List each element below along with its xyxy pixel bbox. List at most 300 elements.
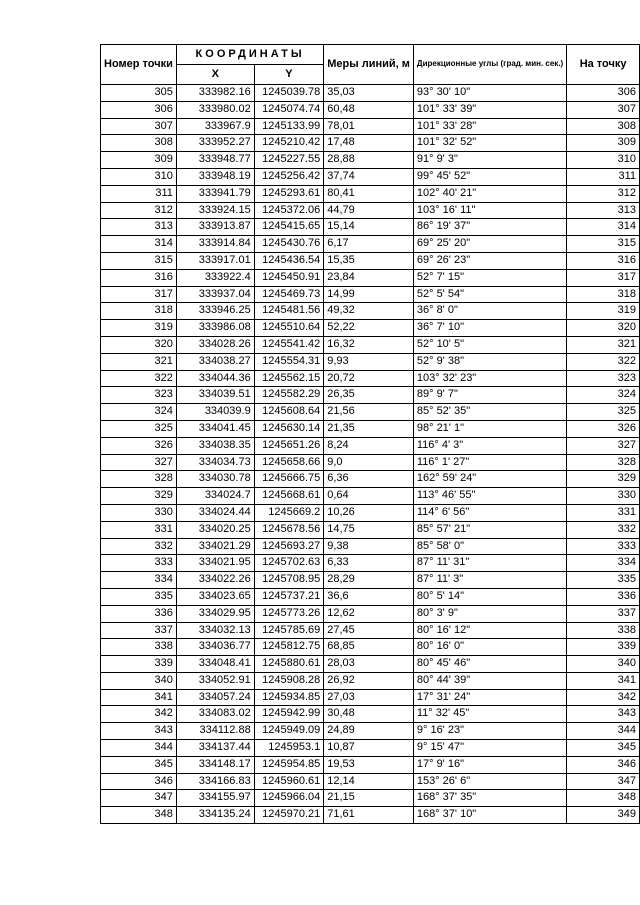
table-row bbox=[101, 353, 640, 370]
coord-y-cell: 1245949.09 bbox=[254, 723, 324, 740]
coord-x-cell: 333941.79 bbox=[176, 185, 254, 202]
coord-x-cell: 334032.13 bbox=[176, 622, 254, 639]
coord-y-cell: 1245469.73 bbox=[254, 286, 324, 303]
table-row bbox=[101, 168, 640, 185]
direction-angle-cell: 36° 8' 0" bbox=[413, 303, 566, 320]
line-length-cell: 23,84 bbox=[324, 269, 414, 286]
direction-angle-cell: 162° 59' 24" bbox=[413, 471, 566, 488]
direction-angle-cell: 80° 16' 0" bbox=[413, 639, 566, 656]
coord-x-cell: 334034.73 bbox=[176, 454, 254, 471]
table-row bbox=[101, 252, 640, 269]
line-length-cell: 6,33 bbox=[324, 555, 414, 572]
table-row bbox=[101, 723, 640, 740]
point-number-cell: 336 bbox=[101, 605, 177, 622]
line-length-cell: 17,48 bbox=[324, 135, 414, 152]
table-row bbox=[101, 404, 640, 421]
point-number-cell: 329 bbox=[101, 488, 177, 505]
direction-angle-cell: 11° 32' 45" bbox=[413, 706, 566, 723]
direction-angle-cell: 80° 45' 46" bbox=[413, 656, 566, 673]
line-length-cell: 30,48 bbox=[324, 706, 414, 723]
line-length-cell: 28,29 bbox=[324, 572, 414, 589]
table-row bbox=[101, 219, 640, 236]
table-row bbox=[101, 454, 640, 471]
to-point-cell: 320 bbox=[567, 320, 640, 337]
coord-y-cell: 1245630.14 bbox=[254, 420, 324, 437]
line-length-cell: 9,93 bbox=[324, 353, 414, 370]
to-point-cell: 332 bbox=[567, 521, 640, 538]
coord-y-cell: 1245608.64 bbox=[254, 404, 324, 421]
coord-x-cell: 334148.17 bbox=[176, 756, 254, 773]
to-point-cell: 347 bbox=[567, 773, 640, 790]
coord-y-cell: 1245953.1 bbox=[254, 740, 324, 757]
line-length-cell: 28,03 bbox=[324, 656, 414, 673]
line-length-cell: 14,99 bbox=[324, 286, 414, 303]
line-length-cell: 6,17 bbox=[324, 236, 414, 253]
coord-y-cell: 1245773.26 bbox=[254, 605, 324, 622]
coord-y-cell: 1245210.42 bbox=[254, 135, 324, 152]
to-point-cell: 335 bbox=[567, 572, 640, 589]
line-length-cell: 71,61 bbox=[324, 807, 414, 824]
coord-x-cell: 333980.02 bbox=[176, 101, 254, 118]
point-number-cell: 326 bbox=[101, 437, 177, 454]
to-point-cell: 313 bbox=[567, 202, 640, 219]
point-number-cell: 344 bbox=[101, 740, 177, 757]
header-coordinates: КООРДИНАТЫ bbox=[176, 45, 323, 65]
direction-angle-cell: 153° 26' 6" bbox=[413, 773, 566, 790]
to-point-cell: 312 bbox=[567, 185, 640, 202]
coord-x-cell: 333913.87 bbox=[176, 219, 254, 236]
point-number-cell: 331 bbox=[101, 521, 177, 538]
point-number-cell: 347 bbox=[101, 790, 177, 807]
coord-x-cell: 334036.77 bbox=[176, 639, 254, 656]
direction-angle-cell: 87° 11' 31" bbox=[413, 555, 566, 572]
coord-x-cell: 334024.7 bbox=[176, 488, 254, 505]
line-length-cell: 44,79 bbox=[324, 202, 414, 219]
coord-x-cell: 334022.26 bbox=[176, 572, 254, 589]
direction-angle-cell: 114° 6' 56" bbox=[413, 504, 566, 521]
line-length-cell: 20,72 bbox=[324, 370, 414, 387]
direction-angle-cell: 36° 7' 10" bbox=[413, 320, 566, 337]
coord-y-cell: 1245227.55 bbox=[254, 152, 324, 169]
table-row bbox=[101, 756, 640, 773]
coord-x-cell: 334041.45 bbox=[176, 420, 254, 437]
coord-y-cell: 1245651.26 bbox=[254, 437, 324, 454]
coord-x-cell: 334057.24 bbox=[176, 689, 254, 706]
line-length-cell: 8,24 bbox=[324, 437, 414, 454]
table-row bbox=[101, 689, 640, 706]
line-length-cell: 36,6 bbox=[324, 588, 414, 605]
coord-y-cell: 1245658.66 bbox=[254, 454, 324, 471]
point-number-cell: 346 bbox=[101, 773, 177, 790]
line-length-cell: 15,14 bbox=[324, 219, 414, 236]
to-point-cell: 318 bbox=[567, 286, 640, 303]
coord-y-cell: 1245942.99 bbox=[254, 706, 324, 723]
coord-y-cell: 1245934.85 bbox=[254, 689, 324, 706]
direction-angle-cell: 69° 26' 23" bbox=[413, 252, 566, 269]
coord-y-cell: 1245702.63 bbox=[254, 555, 324, 572]
direction-angle-cell: 85° 52' 35" bbox=[413, 404, 566, 421]
header-line-length: Меры линий, м bbox=[324, 45, 414, 85]
coord-y-cell: 1245039.78 bbox=[254, 85, 324, 102]
line-length-cell: 21,56 bbox=[324, 404, 414, 421]
coord-x-cell: 334021.29 bbox=[176, 538, 254, 555]
to-point-cell: 316 bbox=[567, 252, 640, 269]
coord-y-cell: 1245074.74 bbox=[254, 101, 324, 118]
table-row bbox=[101, 807, 640, 824]
coord-y-cell: 1245693.27 bbox=[254, 538, 324, 555]
coordinates-table bbox=[100, 44, 640, 824]
line-length-cell: 16,32 bbox=[324, 336, 414, 353]
direction-angle-cell: 52° 7' 15" bbox=[413, 269, 566, 286]
line-length-cell: 60,48 bbox=[324, 101, 414, 118]
point-number-cell: 328 bbox=[101, 471, 177, 488]
to-point-cell: 324 bbox=[567, 387, 640, 404]
line-length-cell: 10,26 bbox=[324, 504, 414, 521]
to-point-cell: 323 bbox=[567, 370, 640, 387]
point-number-cell: 332 bbox=[101, 538, 177, 555]
coord-y-cell: 1245372.06 bbox=[254, 202, 324, 219]
point-number-cell: 338 bbox=[101, 639, 177, 656]
point-number-cell: 337 bbox=[101, 622, 177, 639]
table-row bbox=[101, 286, 640, 303]
point-number-cell: 306 bbox=[101, 101, 177, 118]
coord-y-cell: 1245582.29 bbox=[254, 387, 324, 404]
point-number-cell: 322 bbox=[101, 370, 177, 387]
coord-y-cell: 1245966.04 bbox=[254, 790, 324, 807]
coord-y-cell: 1245737.21 bbox=[254, 588, 324, 605]
coord-x-cell: 333952.27 bbox=[176, 135, 254, 152]
coord-x-cell: 334166.83 bbox=[176, 773, 254, 790]
table-row bbox=[101, 504, 640, 521]
coord-x-cell: 334024.44 bbox=[176, 504, 254, 521]
coord-y-cell: 1245678.56 bbox=[254, 521, 324, 538]
line-length-cell: 24,89 bbox=[324, 723, 414, 740]
coord-x-cell: 333922.4 bbox=[176, 269, 254, 286]
coord-x-cell: 334023.65 bbox=[176, 588, 254, 605]
line-length-cell: 80,41 bbox=[324, 185, 414, 202]
to-point-cell: 346 bbox=[567, 756, 640, 773]
to-point-cell: 343 bbox=[567, 706, 640, 723]
coord-x-cell: 334044.36 bbox=[176, 370, 254, 387]
point-number-cell: 319 bbox=[101, 320, 177, 337]
direction-angle-cell: 93° 30' 10" bbox=[413, 85, 566, 102]
to-point-cell: 321 bbox=[567, 336, 640, 353]
direction-angle-cell: 102° 40' 21" bbox=[413, 185, 566, 202]
coord-x-cell: 334112.88 bbox=[176, 723, 254, 740]
coord-x-cell: 334021.95 bbox=[176, 555, 254, 572]
coord-y-cell: 1245510.64 bbox=[254, 320, 324, 337]
direction-angle-cell: 17° 9' 16" bbox=[413, 756, 566, 773]
to-point-cell: 334 bbox=[567, 555, 640, 572]
coord-y-cell: 1245133.99 bbox=[254, 118, 324, 135]
line-length-cell: 68,85 bbox=[324, 639, 414, 656]
point-number-cell: 323 bbox=[101, 387, 177, 404]
table-row bbox=[101, 488, 640, 505]
line-length-cell: 28,88 bbox=[324, 152, 414, 169]
coord-y-cell: 1245415.65 bbox=[254, 219, 324, 236]
table-row bbox=[101, 555, 640, 572]
to-point-cell: 333 bbox=[567, 538, 640, 555]
coord-y-cell: 1245954.85 bbox=[254, 756, 324, 773]
coord-x-cell: 334038.27 bbox=[176, 353, 254, 370]
table-row bbox=[101, 320, 640, 337]
line-length-cell: 27,03 bbox=[324, 689, 414, 706]
point-number-cell: 339 bbox=[101, 656, 177, 673]
direction-angle-cell: 69° 25' 20" bbox=[413, 236, 566, 253]
point-number-cell: 335 bbox=[101, 588, 177, 605]
table-row bbox=[101, 101, 640, 118]
point-number-cell: 325 bbox=[101, 420, 177, 437]
table-row bbox=[101, 370, 640, 387]
coord-x-cell: 334029.95 bbox=[176, 605, 254, 622]
point-number-cell: 316 bbox=[101, 269, 177, 286]
table-row bbox=[101, 672, 640, 689]
coord-y-cell: 1245666.75 bbox=[254, 471, 324, 488]
table-row bbox=[101, 471, 640, 488]
direction-angle-cell: 9° 15' 47" bbox=[413, 740, 566, 757]
point-number-cell: 321 bbox=[101, 353, 177, 370]
direction-angle-cell: 52° 9' 38" bbox=[413, 353, 566, 370]
table-row bbox=[101, 605, 640, 622]
coord-y-cell: 1245554.31 bbox=[254, 353, 324, 370]
direction-angle-cell: 103° 16' 11" bbox=[413, 202, 566, 219]
to-point-cell: 319 bbox=[567, 303, 640, 320]
to-point-cell: 311 bbox=[567, 168, 640, 185]
line-length-cell: 10,87 bbox=[324, 740, 414, 757]
header-x: X bbox=[176, 65, 254, 85]
to-point-cell: 317 bbox=[567, 269, 640, 286]
to-point-cell: 309 bbox=[567, 135, 640, 152]
coord-y-cell: 1245450.91 bbox=[254, 269, 324, 286]
direction-angle-cell: 80° 16' 12" bbox=[413, 622, 566, 639]
coord-x-cell: 334028.26 bbox=[176, 336, 254, 353]
table-row bbox=[101, 152, 640, 169]
to-point-cell: 306 bbox=[567, 85, 640, 102]
table-row bbox=[101, 420, 640, 437]
to-point-cell: 349 bbox=[567, 807, 640, 824]
direction-angle-cell: 85° 57' 21" bbox=[413, 521, 566, 538]
point-number-cell: 309 bbox=[101, 152, 177, 169]
point-number-cell: 340 bbox=[101, 672, 177, 689]
coord-x-cell: 333924.15 bbox=[176, 202, 254, 219]
coord-x-cell: 333986.08 bbox=[176, 320, 254, 337]
coord-x-cell: 334039.51 bbox=[176, 387, 254, 404]
header-to-point: На точку bbox=[567, 45, 640, 85]
direction-angle-cell: 86° 19' 37" bbox=[413, 219, 566, 236]
point-number-cell: 314 bbox=[101, 236, 177, 253]
to-point-cell: 340 bbox=[567, 656, 640, 673]
direction-angle-cell: 101° 32' 52" bbox=[413, 135, 566, 152]
point-number-cell: 312 bbox=[101, 202, 177, 219]
to-point-cell: 337 bbox=[567, 605, 640, 622]
coord-y-cell: 1245708.95 bbox=[254, 572, 324, 589]
table-row bbox=[101, 639, 640, 656]
direction-angle-cell: 98° 21' 1" bbox=[413, 420, 566, 437]
table-row bbox=[101, 622, 640, 639]
direction-angle-cell: 168° 37' 35" bbox=[413, 790, 566, 807]
coord-x-cell: 334137.44 bbox=[176, 740, 254, 757]
coord-y-cell: 1245436.54 bbox=[254, 252, 324, 269]
to-point-cell: 322 bbox=[567, 353, 640, 370]
to-point-cell: 336 bbox=[567, 588, 640, 605]
direction-angle-cell: 101° 33' 28" bbox=[413, 118, 566, 135]
point-number-cell: 311 bbox=[101, 185, 177, 202]
to-point-cell: 339 bbox=[567, 639, 640, 656]
coord-y-cell: 1245562.15 bbox=[254, 370, 324, 387]
direction-angle-cell: 80° 3' 9" bbox=[413, 605, 566, 622]
to-point-cell: 330 bbox=[567, 488, 640, 505]
coord-y-cell: 1245960.61 bbox=[254, 773, 324, 790]
table-row bbox=[101, 85, 640, 102]
to-point-cell: 327 bbox=[567, 437, 640, 454]
direction-angle-cell: 80° 5' 14" bbox=[413, 588, 566, 605]
table-row bbox=[101, 538, 640, 555]
coord-x-cell: 333946.25 bbox=[176, 303, 254, 320]
header-point-number: Номер точки bbox=[101, 45, 177, 85]
point-number-cell: 341 bbox=[101, 689, 177, 706]
to-point-cell: 341 bbox=[567, 672, 640, 689]
table-row bbox=[101, 269, 640, 286]
coord-y-cell: 1245669.2 bbox=[254, 504, 324, 521]
to-point-cell: 348 bbox=[567, 790, 640, 807]
coord-y-cell: 1245430.76 bbox=[254, 236, 324, 253]
point-number-cell: 345 bbox=[101, 756, 177, 773]
table-row bbox=[101, 790, 640, 807]
point-number-cell: 313 bbox=[101, 219, 177, 236]
to-point-cell: 331 bbox=[567, 504, 640, 521]
coord-y-cell: 1245668.61 bbox=[254, 488, 324, 505]
point-number-cell: 307 bbox=[101, 118, 177, 135]
coord-x-cell: 333948.77 bbox=[176, 152, 254, 169]
table-row bbox=[101, 135, 640, 152]
to-point-cell: 328 bbox=[567, 454, 640, 471]
point-number-cell: 308 bbox=[101, 135, 177, 152]
coord-x-cell: 333982.16 bbox=[176, 85, 254, 102]
line-length-cell: 0,64 bbox=[324, 488, 414, 505]
to-point-cell: 342 bbox=[567, 689, 640, 706]
to-point-cell: 344 bbox=[567, 723, 640, 740]
table-row bbox=[101, 387, 640, 404]
table-row bbox=[101, 521, 640, 538]
point-number-cell: 327 bbox=[101, 454, 177, 471]
table-row bbox=[101, 740, 640, 757]
coord-x-cell: 333967.9 bbox=[176, 118, 254, 135]
line-length-cell: 52,22 bbox=[324, 320, 414, 337]
point-number-cell: 330 bbox=[101, 504, 177, 521]
direction-angle-cell: 91° 9' 3" bbox=[413, 152, 566, 169]
line-length-cell: 21,15 bbox=[324, 790, 414, 807]
coord-y-cell: 1245812.75 bbox=[254, 639, 324, 656]
direction-angle-cell: 9° 16' 23" bbox=[413, 723, 566, 740]
direction-angle-cell: 87° 11' 3" bbox=[413, 572, 566, 589]
line-length-cell: 26,92 bbox=[324, 672, 414, 689]
to-point-cell: 345 bbox=[567, 740, 640, 757]
direction-angle-cell: 116° 4' 3" bbox=[413, 437, 566, 454]
direction-angle-cell: 85° 58' 0" bbox=[413, 538, 566, 555]
line-length-cell: 78,01 bbox=[324, 118, 414, 135]
line-length-cell: 19,53 bbox=[324, 756, 414, 773]
coord-x-cell: 333914.84 bbox=[176, 236, 254, 253]
line-length-cell: 26,35 bbox=[324, 387, 414, 404]
table-row bbox=[101, 185, 640, 202]
line-length-cell: 37,74 bbox=[324, 168, 414, 185]
direction-angle-cell: 52° 5' 54" bbox=[413, 286, 566, 303]
line-length-cell: 21,35 bbox=[324, 420, 414, 437]
direction-angle-cell: 116° 1' 27" bbox=[413, 454, 566, 471]
to-point-cell: 329 bbox=[567, 471, 640, 488]
coord-y-cell: 1245880.61 bbox=[254, 656, 324, 673]
line-length-cell: 15,35 bbox=[324, 252, 414, 269]
direction-angle-cell: 89° 9' 7" bbox=[413, 387, 566, 404]
to-point-cell: 310 bbox=[567, 152, 640, 169]
point-number-cell: 324 bbox=[101, 404, 177, 421]
coord-x-cell: 334083.02 bbox=[176, 706, 254, 723]
point-number-cell: 348 bbox=[101, 807, 177, 824]
direction-angle-cell: 113° 46' 55" bbox=[413, 488, 566, 505]
table-row bbox=[101, 202, 640, 219]
point-number-cell: 343 bbox=[101, 723, 177, 740]
point-number-cell: 315 bbox=[101, 252, 177, 269]
to-point-cell: 325 bbox=[567, 404, 640, 421]
coord-y-cell: 1245481.56 bbox=[254, 303, 324, 320]
to-point-cell: 308 bbox=[567, 118, 640, 135]
point-number-cell: 305 bbox=[101, 85, 177, 102]
point-number-cell: 318 bbox=[101, 303, 177, 320]
coord-x-cell: 334020.25 bbox=[176, 521, 254, 538]
table-row bbox=[101, 588, 640, 605]
line-length-cell: 12,14 bbox=[324, 773, 414, 790]
point-number-cell: 317 bbox=[101, 286, 177, 303]
point-number-cell: 342 bbox=[101, 706, 177, 723]
header-direction-angle: Дирекционные углы (град. мин. сек.) bbox=[413, 45, 566, 85]
table-header bbox=[101, 45, 640, 85]
coord-x-cell: 334052.91 bbox=[176, 672, 254, 689]
direction-angle-cell: 99° 45' 52" bbox=[413, 168, 566, 185]
coord-y-cell: 1245970.21 bbox=[254, 807, 324, 824]
direction-angle-cell: 17° 31' 24" bbox=[413, 689, 566, 706]
table-body bbox=[101, 85, 640, 824]
line-length-cell: 6,36 bbox=[324, 471, 414, 488]
table-row bbox=[101, 303, 640, 320]
table-row bbox=[101, 437, 640, 454]
point-number-cell: 320 bbox=[101, 336, 177, 353]
point-number-cell: 333 bbox=[101, 555, 177, 572]
coord-y-cell: 1245541.42 bbox=[254, 336, 324, 353]
direction-angle-cell: 52° 10' 5" bbox=[413, 336, 566, 353]
line-length-cell: 35,03 bbox=[324, 85, 414, 102]
coord-x-cell: 333917.01 bbox=[176, 252, 254, 269]
line-length-cell: 9,38 bbox=[324, 538, 414, 555]
point-number-cell: 334 bbox=[101, 572, 177, 589]
coord-x-cell: 333937.04 bbox=[176, 286, 254, 303]
coord-y-cell: 1245785.69 bbox=[254, 622, 324, 639]
table-row bbox=[101, 236, 640, 253]
point-number-cell: 310 bbox=[101, 168, 177, 185]
direction-angle-cell: 103° 32' 23" bbox=[413, 370, 566, 387]
to-point-cell: 307 bbox=[567, 101, 640, 118]
line-length-cell: 14,75 bbox=[324, 521, 414, 538]
header-y: Y bbox=[254, 65, 324, 85]
to-point-cell: 326 bbox=[567, 420, 640, 437]
direction-angle-cell: 101° 33' 39" bbox=[413, 101, 566, 118]
coord-x-cell: 334039.9 bbox=[176, 404, 254, 421]
coord-x-cell: 334038.35 bbox=[176, 437, 254, 454]
line-length-cell: 12,62 bbox=[324, 605, 414, 622]
coord-x-cell: 334048.41 bbox=[176, 656, 254, 673]
to-point-cell: 338 bbox=[567, 622, 640, 639]
table-row bbox=[101, 118, 640, 135]
coord-x-cell: 334030.78 bbox=[176, 471, 254, 488]
